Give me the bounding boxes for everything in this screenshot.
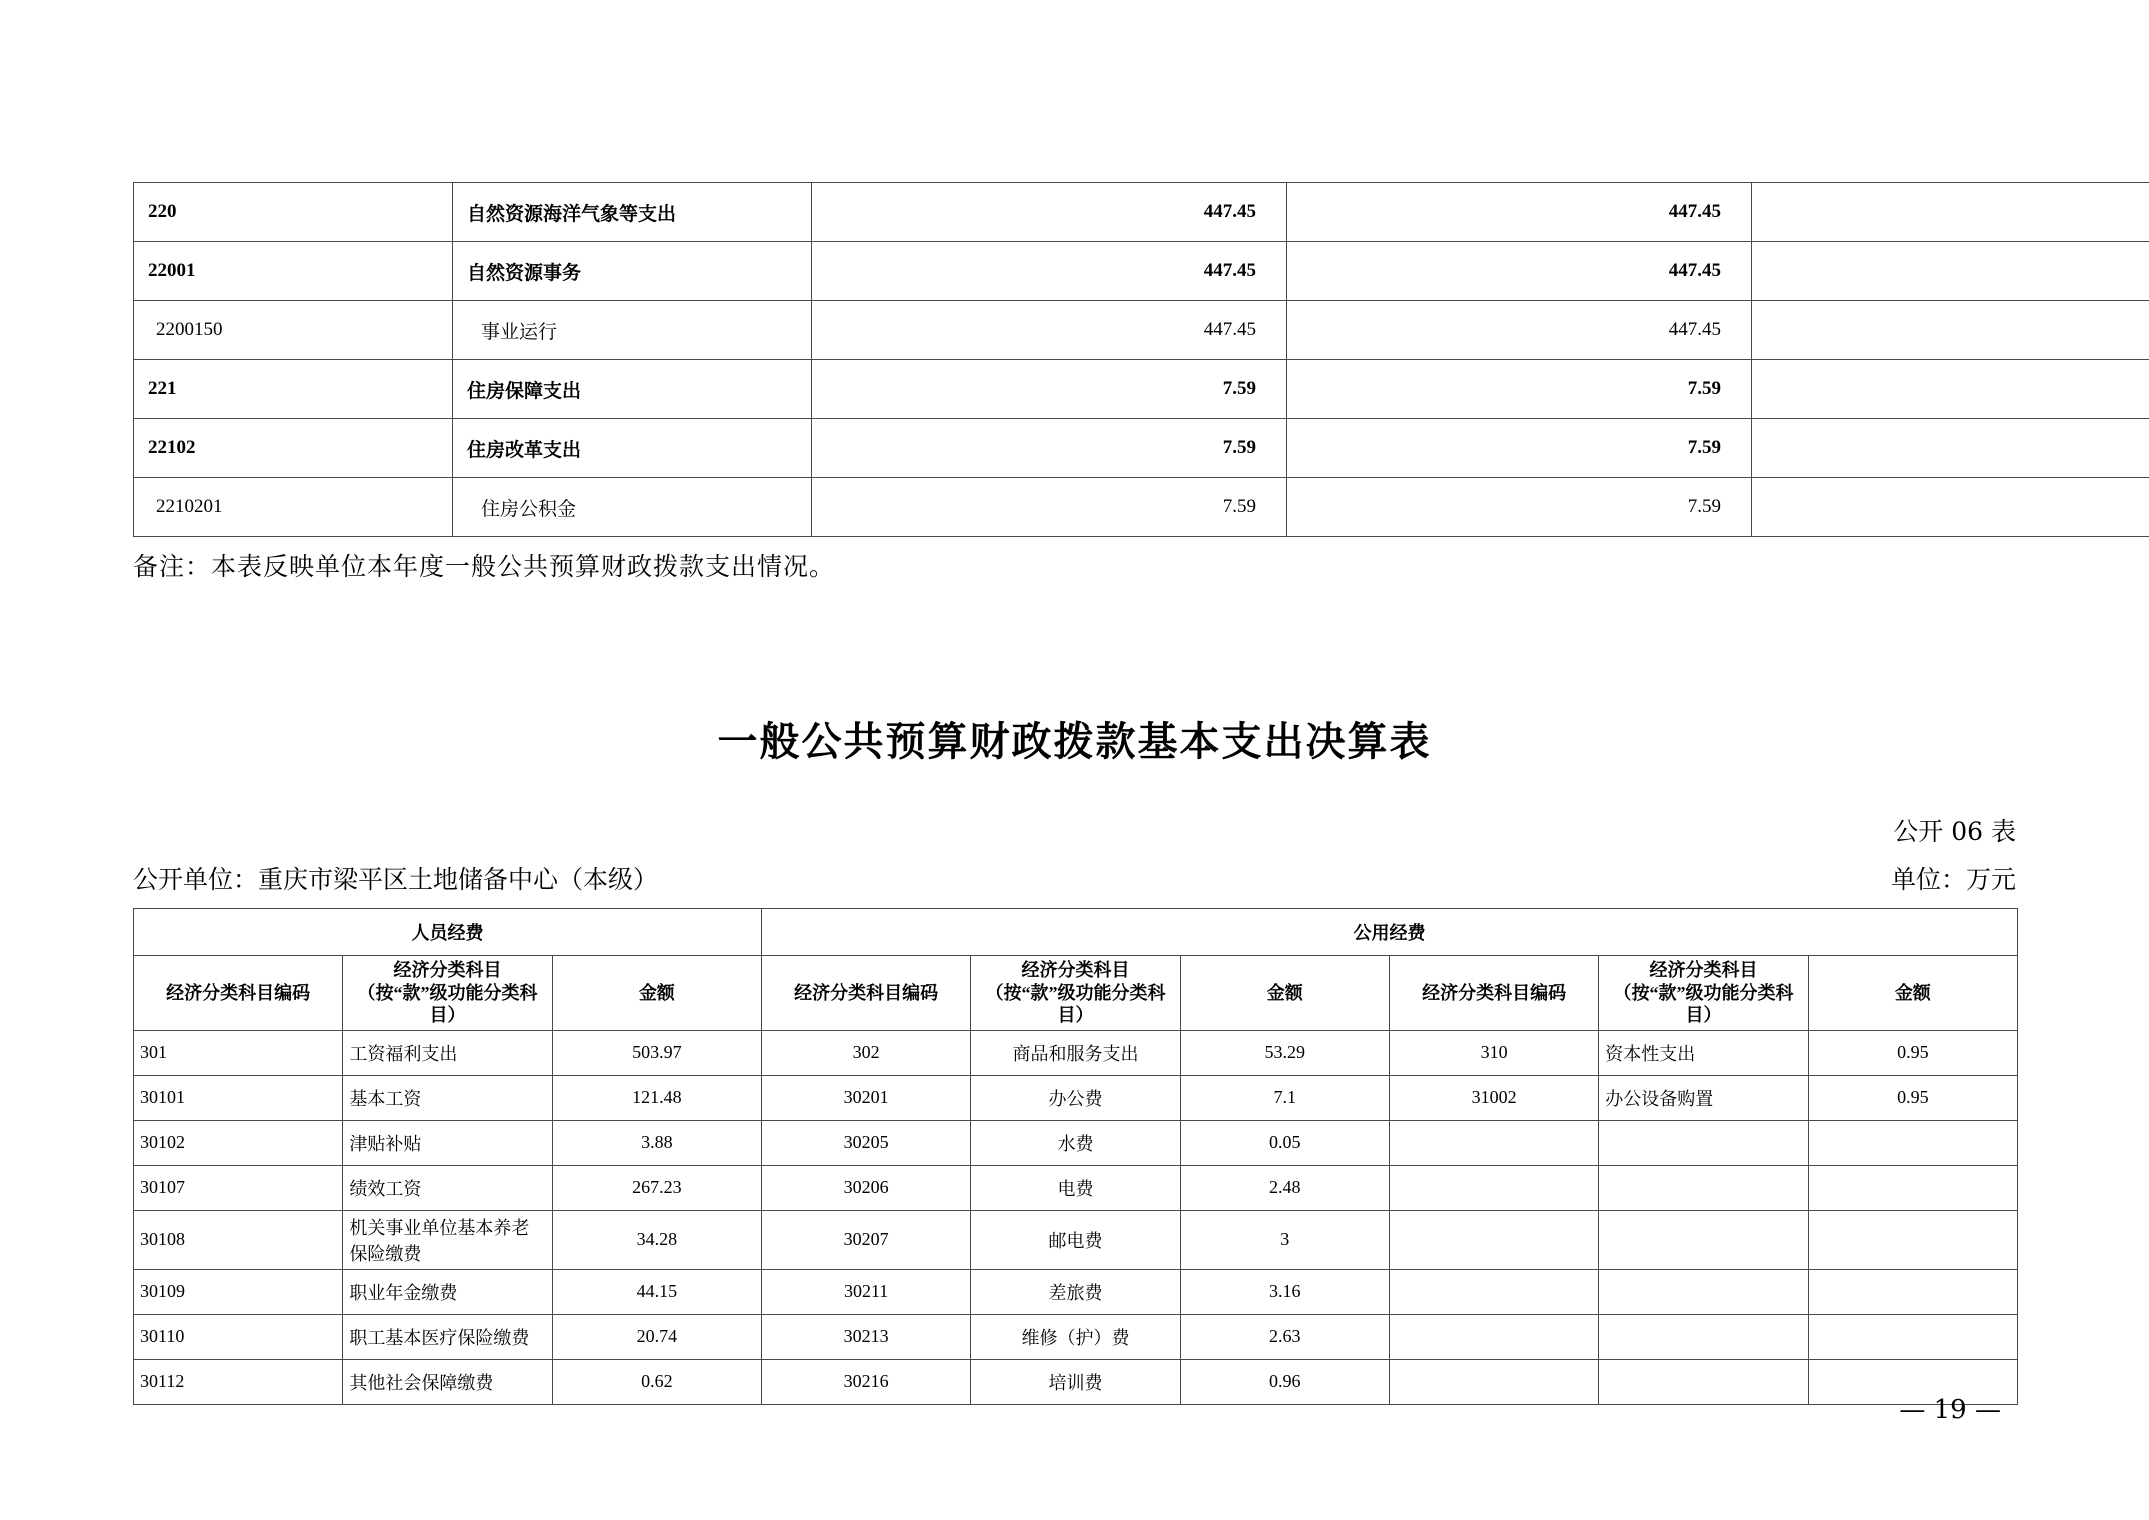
table-row <box>134 1075 2018 1120</box>
table-group-header-row <box>134 909 2018 956</box>
cell-amount-3: 0.95 <box>1808 1075 2017 1120</box>
table-row <box>134 1120 2018 1165</box>
cell-code-1: 301 <box>134 1030 343 1075</box>
table-column-header-row <box>134 956 2018 1031</box>
table-row <box>134 1269 2018 1314</box>
main-table-head <box>134 909 2018 1031</box>
row-value-2: 447.45 <box>1287 242 1752 301</box>
cell-amount-1: 34.28 <box>552 1210 761 1269</box>
cell-code-1: 30109 <box>134 1269 343 1314</box>
col-header-amount-3: 金额 <box>1808 956 2017 1031</box>
cell-amount-2: 2.63 <box>1180 1314 1389 1359</box>
cell-name-3 <box>1599 1314 1808 1359</box>
cell-code-2: 30207 <box>761 1210 970 1269</box>
cell-code-2: 30211 <box>761 1269 970 1314</box>
row-value-3 <box>1752 301 2149 360</box>
cell-amount-1: 503.97 <box>552 1030 761 1075</box>
col-header-code-3: 经济分类科目编码 <box>1389 956 1598 1031</box>
cell-name-2: 差旅费 <box>971 1269 1180 1314</box>
row-value-1: 7.59 <box>812 478 1287 537</box>
cell-amount-2: 3 <box>1180 1210 1389 1269</box>
cell-amount-2: 0.96 <box>1180 1359 1389 1404</box>
row-value-1: 7.59 <box>812 360 1287 419</box>
cell-code-2: 30201 <box>761 1075 970 1120</box>
main-table-body <box>134 1030 2018 1404</box>
cell-code-2: 30216 <box>761 1359 970 1404</box>
row-value-2: 447.45 <box>1287 301 1752 360</box>
row-value-3 <box>1752 360 2149 419</box>
cell-amount-2: 0.05 <box>1180 1120 1389 1165</box>
cell-amount-3: 0.95 <box>1808 1030 2017 1075</box>
cell-code-3 <box>1389 1269 1598 1314</box>
table-row <box>134 301 2149 360</box>
cell-amount-3 <box>1808 1314 2017 1359</box>
row-value-3 <box>1752 478 2149 537</box>
cell-name-2: 培训费 <box>971 1359 1180 1404</box>
col-header-name-1: 经济分类科目（按“款”级功能分类科目） <box>343 956 552 1031</box>
cell-code-2: 302 <box>761 1030 970 1075</box>
cell-name-3 <box>1599 1165 1808 1210</box>
row-value-2: 447.45 <box>1287 183 1752 242</box>
cell-name-3 <box>1599 1359 1808 1404</box>
row-code: 2200150 <box>134 301 453 360</box>
cell-amount-3 <box>1808 1165 2017 1210</box>
cell-name-1: 职工基本医疗保险缴费 <box>343 1314 552 1359</box>
cell-code-1: 30112 <box>134 1359 343 1404</box>
table-row <box>134 1314 2018 1359</box>
cell-name-2: 维修（护）费 <box>971 1314 1180 1359</box>
col-header-name-2: 经济分类科目（按“款”级功能分类科目） <box>971 956 1180 1031</box>
cell-name-1: 其他社会保障缴费 <box>343 1359 552 1404</box>
table-row <box>134 419 2149 478</box>
cell-name-3: 办公设备购置 <box>1599 1075 1808 1120</box>
cell-name-3 <box>1599 1269 1808 1314</box>
cell-code-3: 310 <box>1389 1030 1598 1075</box>
cell-code-3 <box>1389 1359 1598 1404</box>
cell-amount-1: 3.88 <box>552 1120 761 1165</box>
table-footnote: 备注：本表反映单位本年度一般公共预算财政拨款支出情况。 <box>133 552 836 581</box>
cell-name-1: 工资福利支出 <box>343 1030 552 1075</box>
cell-name-1: 职业年金缴费 <box>343 1269 552 1314</box>
col-header-name-3: 经济分类科目（按“款”级功能分类科目） <box>1599 956 1808 1031</box>
table-row <box>134 1030 2018 1075</box>
cell-amount-2: 3.16 <box>1180 1269 1389 1314</box>
continued-table-body <box>134 183 2149 537</box>
cell-code-1: 30101 <box>134 1075 343 1120</box>
cell-code-3 <box>1389 1210 1598 1269</box>
cell-code-1: 30102 <box>134 1120 343 1165</box>
cell-amount-1: 267.23 <box>552 1165 761 1210</box>
col-header-amount-1: 金额 <box>552 956 761 1031</box>
table-row <box>134 360 2149 419</box>
cell-name-3 <box>1599 1120 1808 1165</box>
row-name: 自然资源事务 <box>453 242 812 301</box>
row-code: 2210201 <box>134 478 453 537</box>
cell-name-2: 商品和服务支出 <box>971 1030 1180 1075</box>
table-row <box>134 1210 2018 1269</box>
row-code: 221 <box>134 360 453 419</box>
row-code: 220 <box>134 183 453 242</box>
basic-expenditure-final-accounts-table <box>133 908 2018 1405</box>
cell-amount-2: 2.48 <box>1180 1165 1389 1210</box>
cell-code-2: 30205 <box>761 1120 970 1165</box>
cell-name-1: 基本工资 <box>343 1075 552 1120</box>
cell-code-2: 30206 <box>761 1165 970 1210</box>
row-value-2: 7.59 <box>1287 478 1752 537</box>
cell-name-3: 资本性支出 <box>1599 1030 1808 1075</box>
cell-code-3: 31002 <box>1389 1075 1598 1120</box>
group-header-public: 公用经费 <box>761 909 2017 956</box>
row-name: 事业运行 <box>453 301 812 360</box>
row-value-3 <box>1752 242 2149 301</box>
cell-code-3 <box>1389 1165 1598 1210</box>
cell-name-2: 水费 <box>971 1120 1180 1165</box>
cell-amount-1: 20.74 <box>552 1314 761 1359</box>
cell-name-1: 机关事业单位基本养老保险缴费 <box>343 1210 552 1269</box>
row-value-1: 447.45 <box>812 301 1287 360</box>
cell-amount-3 <box>1808 1210 2017 1269</box>
cell-amount-2: 53.29 <box>1180 1030 1389 1075</box>
cell-name-2: 邮电费 <box>971 1210 1180 1269</box>
col-header-amount-2: 金额 <box>1180 956 1389 1031</box>
cell-code-2: 30213 <box>761 1314 970 1359</box>
cell-code-3 <box>1389 1120 1598 1165</box>
row-value-1: 447.45 <box>812 183 1287 242</box>
cell-amount-2: 7.1 <box>1180 1075 1389 1120</box>
row-value-2: 7.59 <box>1287 360 1752 419</box>
table-row <box>134 242 2149 301</box>
row-name: 住房公积金 <box>453 478 812 537</box>
cell-name-1: 津贴补贴 <box>343 1120 552 1165</box>
continued-expenditure-table <box>133 182 2149 537</box>
row-value-2: 7.59 <box>1287 419 1752 478</box>
col-header-code-1: 经济分类科目编码 <box>134 956 343 1031</box>
table-row <box>134 183 2149 242</box>
cell-name-3 <box>1599 1210 1808 1269</box>
row-value-3 <box>1752 183 2149 242</box>
cell-code-1: 30110 <box>134 1314 343 1359</box>
row-name: 住房改革支出 <box>453 419 812 478</box>
cell-amount-3 <box>1808 1269 2017 1314</box>
row-name: 住房保障支出 <box>453 360 812 419</box>
row-value-1: 7.59 <box>812 419 1287 478</box>
cell-code-1: 30107 <box>134 1165 343 1210</box>
cell-name-1: 绩效工资 <box>343 1165 552 1210</box>
table-row <box>134 1359 2018 1404</box>
currency-unit-label: 单位：万元 <box>1890 865 2016 894</box>
cell-code-3 <box>1389 1314 1598 1359</box>
group-header-personnel: 人员经费 <box>134 909 762 956</box>
page-title: 一般公共预算财政拨款基本支出决算表 <box>717 718 1432 765</box>
cell-code-1: 30108 <box>134 1210 343 1269</box>
row-name: 自然资源海洋气象等支出 <box>453 183 812 242</box>
cell-amount-1: 0.62 <box>552 1359 761 1404</box>
table-row <box>134 478 2149 537</box>
row-value-1: 447.45 <box>812 242 1287 301</box>
row-value-3 <box>1752 419 2149 478</box>
row-code: 22102 <box>134 419 453 478</box>
disclosing-unit-label: 公开单位：重庆市梁平区土地储备中心（本级） <box>133 865 659 894</box>
cell-amount-3 <box>1808 1120 2017 1165</box>
cell-name-2: 办公费 <box>971 1075 1180 1120</box>
cell-amount-1: 121.48 <box>552 1075 761 1120</box>
page-number: — 19 — <box>1899 1395 2001 1425</box>
cell-name-2: 电费 <box>971 1165 1180 1210</box>
table-row <box>134 1165 2018 1210</box>
table-number-label: 公开 06 表 <box>1893 817 2016 846</box>
col-header-code-2: 经济分类科目编码 <box>761 956 970 1031</box>
row-code: 22001 <box>134 242 453 301</box>
cell-amount-1: 44.15 <box>552 1269 761 1314</box>
